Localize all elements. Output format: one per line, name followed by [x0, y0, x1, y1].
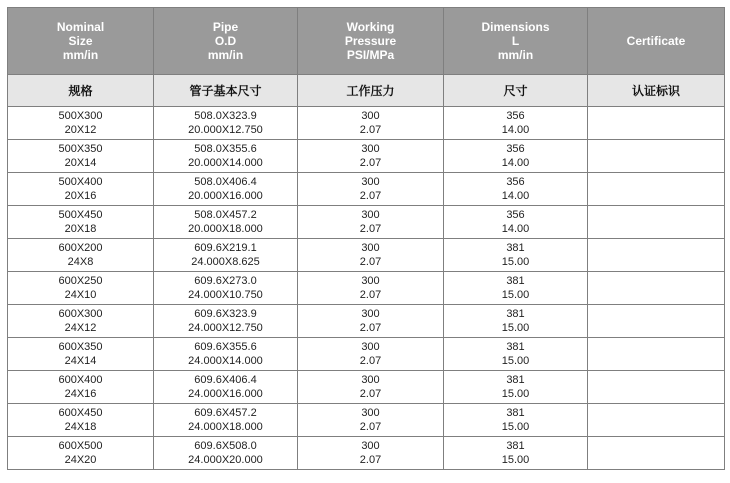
table-row	[8, 107, 725, 140]
certificate-cell	[588, 404, 725, 437]
pipe-od-cell	[154, 404, 298, 437]
pipe-od-cell-line: 24.000X18.000	[188, 421, 263, 433]
nominal-size-cell-line: 500X300	[58, 110, 103, 122]
nominal-size-cell	[8, 272, 154, 305]
nominal-size-cell-line: 600X350	[58, 341, 103, 353]
pipe-od-cell	[154, 437, 298, 470]
pressure-cell	[298, 404, 444, 437]
nominal-size-cell	[8, 404, 154, 437]
dimension-cell-line: 356	[506, 209, 525, 221]
dimension-cell-line: 381	[506, 308, 525, 320]
dimension-cell-line: 14.00	[501, 124, 530, 136]
pressure-cell-line: 2.07	[359, 322, 382, 334]
dimension-cell	[444, 404, 588, 437]
pipe-od-cell-line: 508.0X323.9	[194, 110, 257, 122]
pipe-od-cell	[154, 272, 298, 305]
certificate-cell	[588, 140, 725, 173]
header-zh-pipe-od: 管子基本尺寸	[154, 75, 298, 107]
table-row	[8, 338, 725, 371]
nominal-size-cell	[8, 305, 154, 338]
dimension-cell	[444, 107, 588, 140]
pressure-cell-line: 2.07	[359, 124, 382, 136]
table-body	[8, 107, 725, 470]
nominal-size-cell	[8, 239, 154, 272]
pressure-cell	[298, 107, 444, 140]
nominal-size-cell-line: 20X16	[64, 190, 97, 202]
dimension-cell-line: 15.00	[501, 322, 530, 334]
pressure-cell-line: 300	[361, 440, 380, 452]
pressure-cell-line: 300	[361, 374, 380, 386]
nominal-size-cell-line: 500X350	[58, 143, 103, 155]
pipe-od-cell-line: 24.000X8.625	[191, 256, 260, 268]
nominal-size-cell-line: 500X450	[58, 209, 103, 221]
pipe-od-cell-line: 508.0X406.4	[194, 176, 257, 188]
nominal-size-cell	[8, 371, 154, 404]
pipe-od-cell	[154, 140, 298, 173]
pressure-cell-line: 2.07	[359, 256, 382, 268]
dimension-cell-line: 381	[506, 407, 525, 419]
pressure-cell	[298, 437, 444, 470]
table-row	[8, 140, 725, 173]
header-zh-pressure: 工作压力	[298, 75, 444, 107]
nominal-size-cell-line: 600X250	[58, 275, 103, 287]
nominal-size-cell-line: 24X16	[64, 388, 97, 400]
certificate-cell	[588, 239, 725, 272]
dimension-cell-line: 15.00	[501, 355, 530, 367]
pipe-od-cell-line: 24.000X12.750	[188, 322, 263, 334]
nominal-size-cell-line: 24X20	[64, 454, 97, 466]
dimension-cell	[444, 437, 588, 470]
pressure-cell-line: 2.07	[359, 388, 382, 400]
dimension-cell-line: 356	[506, 143, 525, 155]
pipe-od-cell-line: 609.6X406.4	[194, 374, 257, 386]
dimension-cell	[444, 206, 588, 239]
pipe-od-cell-line: 609.6X323.9	[194, 308, 257, 320]
pipe-od-cell-line: 20.000X16.000	[188, 190, 263, 202]
nominal-size-cell-line: 24X10	[64, 289, 97, 301]
pipe-od-cell-line: 609.6X457.2	[194, 407, 257, 419]
nominal-size-cell-line: 24X12	[64, 322, 97, 334]
dimension-cell-line: 381	[506, 275, 525, 287]
pressure-cell-line: 300	[361, 308, 380, 320]
dimension-cell-line: 356	[506, 176, 525, 188]
spec-table	[7, 7, 725, 470]
pipe-od-cell-line: 20.000X18.000	[188, 223, 263, 235]
pressure-cell-line: 2.07	[359, 223, 382, 235]
pressure-cell	[298, 206, 444, 239]
dimension-cell-line: 356	[506, 110, 525, 122]
certificate-cell	[588, 371, 725, 404]
pipe-od-cell	[154, 305, 298, 338]
header-certificate: Certificate	[588, 8, 725, 75]
pipe-od-cell	[154, 239, 298, 272]
spec-table-container	[7, 7, 725, 470]
dimension-cell	[444, 305, 588, 338]
table-row	[8, 239, 725, 272]
header-nominal-size: Nominal Size mm/in	[8, 8, 154, 75]
pressure-cell	[298, 140, 444, 173]
pressure-cell	[298, 272, 444, 305]
nominal-size-cell-line: 600X450	[58, 407, 103, 419]
nominal-size-cell-line: 500X400	[58, 176, 103, 188]
pipe-od-cell-line: 20.000X14.000	[188, 157, 263, 169]
nominal-size-cell-line: 600X200	[58, 242, 103, 254]
pipe-od-cell	[154, 206, 298, 239]
pressure-cell-line: 300	[361, 407, 380, 419]
dimension-cell	[444, 371, 588, 404]
pressure-cell	[298, 338, 444, 371]
pipe-od-cell-line: 609.6X273.0	[194, 275, 257, 287]
pressure-cell-line: 300	[361, 275, 380, 287]
certificate-cell	[588, 107, 725, 140]
nominal-size-cell-line: 600X300	[58, 308, 103, 320]
header-row-english	[8, 8, 725, 75]
dimension-cell-line: 381	[506, 341, 525, 353]
pressure-cell-line: 2.07	[359, 157, 382, 169]
table-row	[8, 404, 725, 437]
nominal-size-cell-line: 20X14	[64, 157, 97, 169]
dimension-cell-line: 14.00	[501, 190, 530, 202]
pipe-od-cell-line: 20.000X12.750	[188, 124, 263, 136]
dimension-cell-line: 15.00	[501, 256, 530, 268]
table-row	[8, 173, 725, 206]
pipe-od-cell-line: 609.6X355.6	[194, 341, 257, 353]
table-row	[8, 437, 725, 470]
nominal-size-cell-line: 24X18	[64, 421, 97, 433]
dimension-cell-line: 14.00	[501, 157, 530, 169]
nominal-size-cell-line: 24X14	[64, 355, 97, 367]
pipe-od-cell-line: 24.000X14.000	[188, 355, 263, 367]
nominal-size-cell-line: 600X500	[58, 440, 103, 452]
pressure-cell-line: 300	[361, 176, 380, 188]
pressure-cell	[298, 305, 444, 338]
nominal-size-cell	[8, 338, 154, 371]
pressure-cell-line: 2.07	[359, 289, 382, 301]
pipe-od-cell-line: 609.6X508.0	[194, 440, 257, 452]
certificate-cell	[588, 206, 725, 239]
pressure-cell	[298, 173, 444, 206]
table-row	[8, 272, 725, 305]
dimension-cell	[444, 140, 588, 173]
pressure-cell-line: 2.07	[359, 421, 382, 433]
nominal-size-cell-line: 24X8	[67, 256, 94, 268]
pressure-cell-line: 300	[361, 242, 380, 254]
table-row	[8, 206, 725, 239]
dimension-cell-line: 14.00	[501, 223, 530, 235]
dimension-cell	[444, 173, 588, 206]
pipe-od-cell	[154, 107, 298, 140]
pressure-cell-line: 2.07	[359, 454, 382, 466]
nominal-size-cell-line: 20X12	[64, 124, 97, 136]
pipe-od-cell-line: 508.0X355.6	[194, 143, 257, 155]
pressure-cell-line: 2.07	[359, 355, 382, 367]
certificate-cell	[588, 272, 725, 305]
pipe-od-cell-line: 24.000X16.000	[188, 388, 263, 400]
dimension-cell-line: 381	[506, 440, 525, 452]
header-dimensions: Dimensions L mm/in	[444, 8, 588, 75]
pipe-od-cell-line: 24.000X20.000	[188, 454, 263, 466]
pipe-od-cell	[154, 338, 298, 371]
dimension-cell-line: 15.00	[501, 454, 530, 466]
header-working-pressure: Working Pressure PSI/MPa	[298, 8, 444, 75]
dimension-cell-line: 15.00	[501, 421, 530, 433]
header-zh-certificate: 认证标识	[588, 75, 725, 107]
table-row	[8, 305, 725, 338]
pressure-cell-line: 300	[361, 341, 380, 353]
pressure-cell-line: 300	[361, 143, 380, 155]
pressure-cell-line: 2.07	[359, 190, 382, 202]
certificate-cell	[588, 437, 725, 470]
header-row-chinese	[8, 75, 725, 107]
pressure-cell	[298, 239, 444, 272]
header-zh-size: 规格	[8, 75, 154, 107]
header-pipe-od: Pipe O.D mm/in	[154, 8, 298, 75]
pipe-od-cell	[154, 173, 298, 206]
certificate-cell	[588, 305, 725, 338]
pressure-cell-line: 300	[361, 110, 380, 122]
certificate-cell	[588, 338, 725, 371]
dimension-cell-line: 381	[506, 374, 525, 386]
nominal-size-cell-line: 600X400	[58, 374, 103, 386]
certificate-cell	[588, 173, 725, 206]
nominal-size-cell-line: 20X18	[64, 223, 97, 235]
pipe-od-cell-line: 24.000X10.750	[188, 289, 263, 301]
pipe-od-cell-line: 508.0X457.2	[194, 209, 257, 221]
header-zh-dimensions: 尺寸	[444, 75, 588, 107]
dimension-cell-line: 15.00	[501, 388, 530, 400]
dimension-cell-line: 15.00	[501, 289, 530, 301]
pressure-cell-line: 300	[361, 209, 380, 221]
nominal-size-cell	[8, 140, 154, 173]
dimension-cell-line: 381	[506, 242, 525, 254]
dimension-cell	[444, 338, 588, 371]
nominal-size-cell	[8, 437, 154, 470]
nominal-size-cell	[8, 206, 154, 239]
pipe-od-cell-line: 609.6X219.1	[194, 242, 257, 254]
dimension-cell	[444, 272, 588, 305]
pipe-od-cell	[154, 371, 298, 404]
nominal-size-cell	[8, 107, 154, 140]
dimension-cell	[444, 239, 588, 272]
table-row	[8, 371, 725, 404]
nominal-size-cell	[8, 173, 154, 206]
pressure-cell	[298, 371, 444, 404]
